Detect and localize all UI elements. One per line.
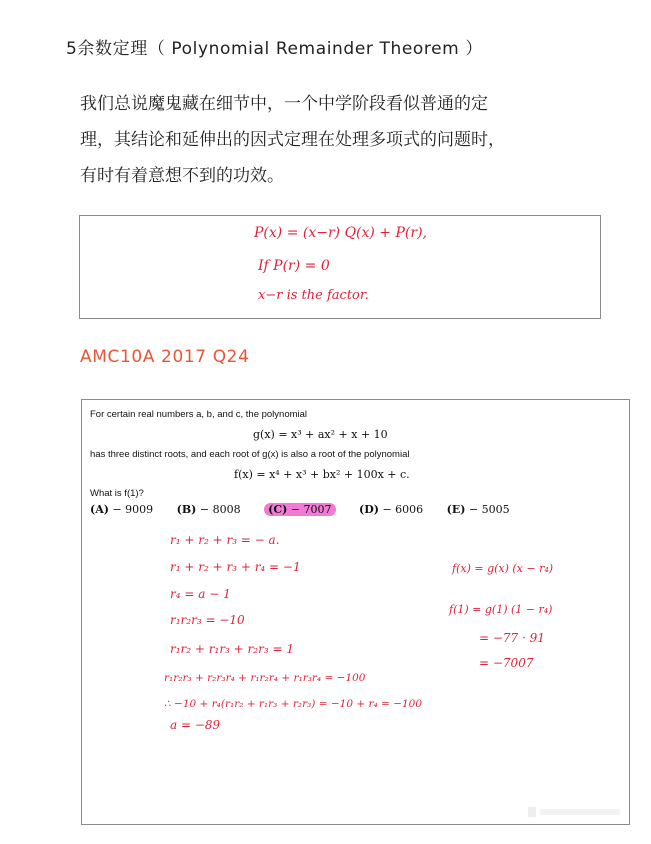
problem-text: has three distinct roots, and each root of g(x) is also a root of the polynomial <box>90 449 410 460</box>
equation-f: f(x) = x⁴ + x³ + bx² + 100x + c. <box>234 468 410 481</box>
work-line-right: = −7007 <box>479 656 534 670</box>
work-line-left: r₁r₂r₃ = −10 <box>170 613 245 627</box>
section-heading: 5余数定理（ Polynomial Remainder Theorem ） <box>66 39 483 59</box>
work-line-left: ∴ −10 + r₄(r₁r₂ + r₁r₃ + r₂r₃) = −10 + r₄ = −100 <box>164 698 423 710</box>
handwritten-theorem-line: P(x) = (x−r) Q(x) + P(r), <box>254 225 427 241</box>
problem-text: For certain real numbers a, b, and c, the polynomial <box>90 409 308 420</box>
choice-b: (B) − 8008 <box>176 503 241 516</box>
watermark-logo <box>528 805 628 819</box>
equation-g: g(x) = x³ + ax² + x + 10 <box>253 428 388 441</box>
work-line-left: a = −89 <box>170 718 221 732</box>
choice-c-highlighted: (C) − 7007 <box>264 503 335 516</box>
handwritten-theorem-line: x−r is the factor. <box>258 288 369 303</box>
paragraph-line: 有时有着意想不到的功效。 <box>80 166 284 186</box>
work-line-left: r₄ = a − 1 <box>170 587 231 601</box>
work-line-right: f(1) = g(1) (1 − r₄) <box>449 603 553 616</box>
intro-paragraph <box>80 86 570 194</box>
work-line-right: f(x) = g(x) (x − r₄) <box>452 562 554 575</box>
answer-choices <box>90 503 530 516</box>
paragraph-line: 理，其结论和延伸出的因式定理在处理多项式的问题时， <box>80 130 505 150</box>
paragraph-line: 我们总说魔鬼藏在细节中，一个中学阶段看似普通的定 <box>80 94 488 114</box>
theorem-note-box <box>79 215 601 319</box>
work-line-left: r₁ + r₂ + r₃ + r₄ = −1 <box>170 560 301 574</box>
work-line-left: r₁r₂r₃ + r₂r₃r₄ + r₁r₂r₄ + r₁r₃r₄ = −100 <box>164 672 366 684</box>
problem-source-heading: AMC10A 2017 Q24 <box>80 347 250 367</box>
question-text: What is f(1)? <box>90 488 144 499</box>
work-line-left: r₁r₂ + r₁r₃ + r₂r₃ = 1 <box>170 642 294 656</box>
choice-a: (A) − 9009 <box>90 503 154 516</box>
choice-e: (E) − 5005 <box>446 503 510 516</box>
problem-box <box>81 399 630 825</box>
work-line-right: = −77 · 91 <box>479 631 545 645</box>
choice-d: (D) − 6006 <box>359 503 424 516</box>
work-line-left: r₁ + r₂ + r₃ = − a. <box>170 533 280 547</box>
handwritten-theorem-line: If P(r) = 0 <box>258 258 330 274</box>
